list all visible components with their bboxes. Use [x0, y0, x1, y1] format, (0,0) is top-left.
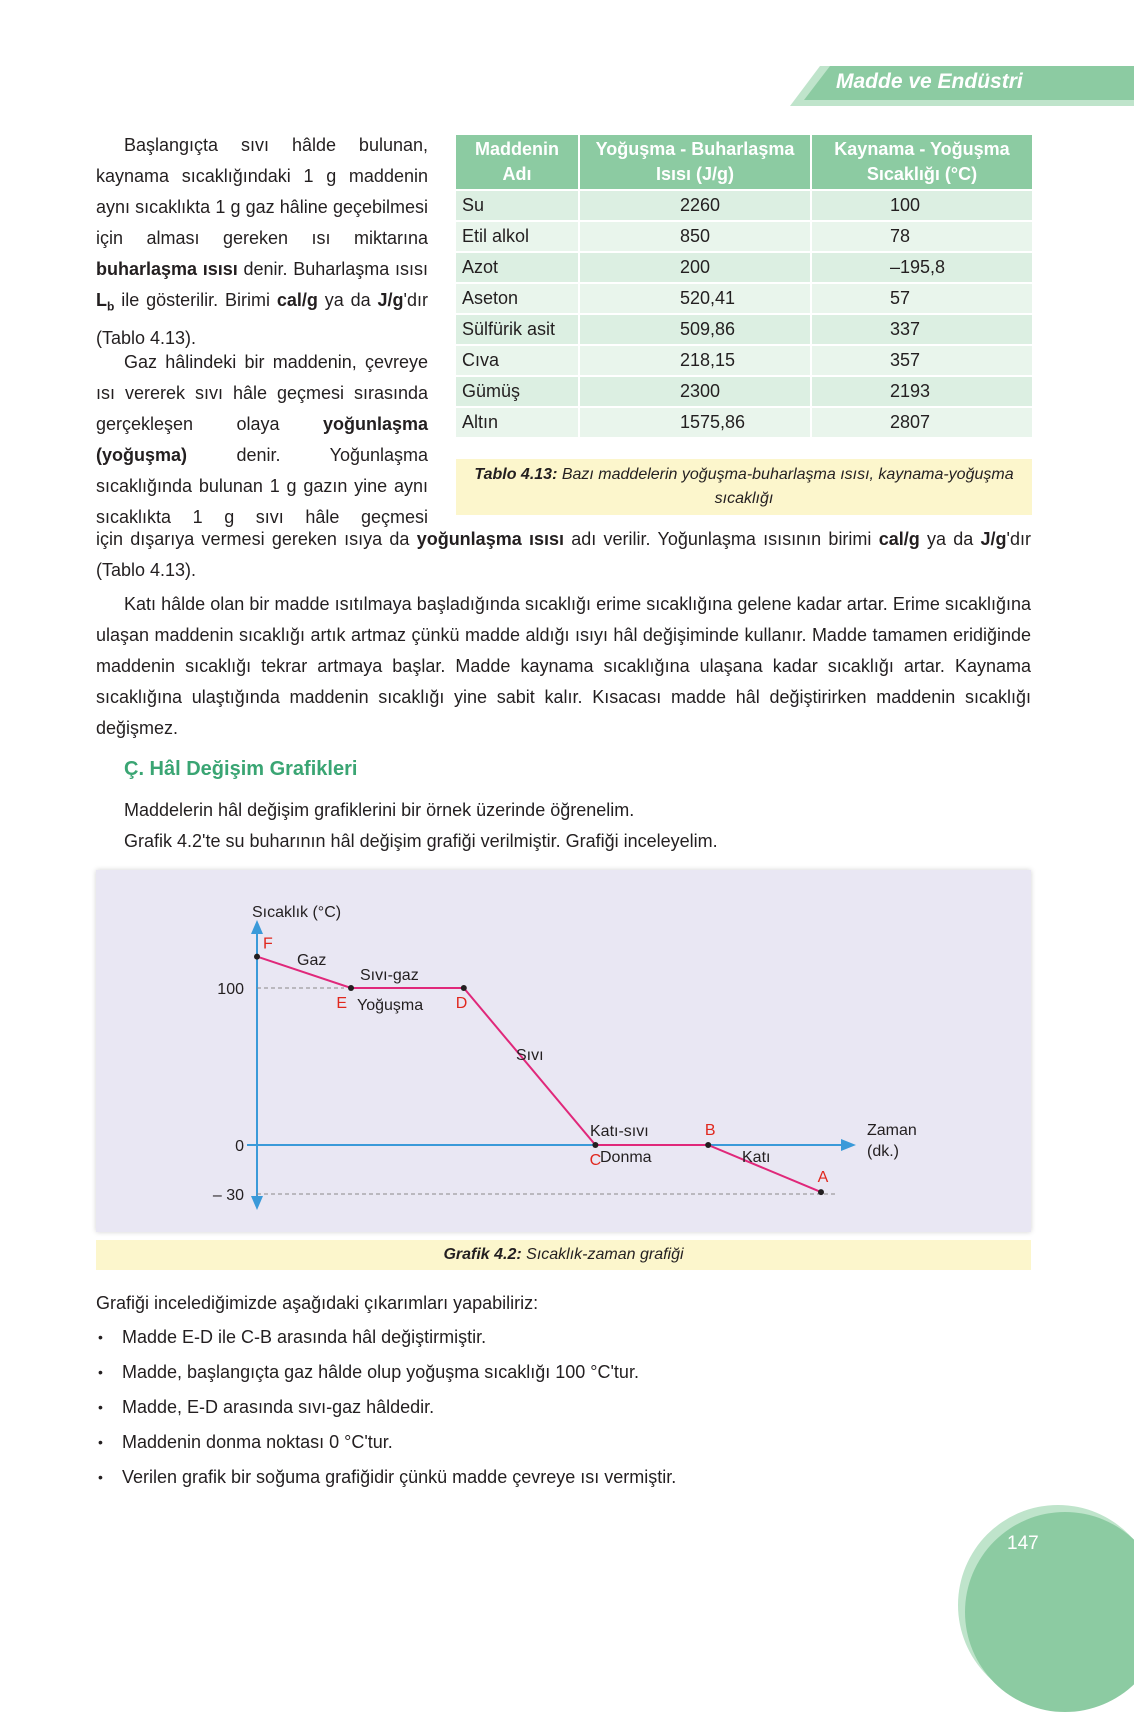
- y-axis-label: Sıcaklık (°C): [252, 904, 342, 921]
- point-label-f: F: [263, 935, 273, 953]
- table-row: Aseton 520,41 57: [456, 283, 1032, 314]
- data-point-d: [461, 985, 467, 991]
- segment-label-liquid-gas: Sıvı-gaz: [360, 967, 419, 984]
- table-row: Su 2260 100: [456, 190, 1032, 221]
- x-axis-label-line2: (dk.): [867, 1143, 899, 1160]
- data-point-b: [705, 1142, 711, 1148]
- table-caption: Tablo 4.13: Bazı maddelerin yoğuşma-buharlaşma ısısı, kaynama-yoğuşma sıcaklığı: [456, 459, 1032, 515]
- table-row: Altın 1575,86 2807: [456, 407, 1032, 437]
- table-row: Cıva 218,15 357: [456, 345, 1032, 376]
- section-heading: Ç. Hâl Değişim Grafikleri: [124, 758, 358, 780]
- section-line-2: Grafik 4.2'te su buharının hâl değişim grafiği verilmiştir. Grafiği inceleyelim.: [124, 831, 718, 851]
- table-header: Yoğuşma - Buharlaşma Isısı (J/g): [579, 135, 811, 190]
- heat-table: [456, 135, 1032, 437]
- table-row: Gümüş 2300 2193: [456, 376, 1032, 407]
- page-number: 147: [1007, 1533, 1039, 1554]
- x-axis-label-line1: Zaman: [867, 1122, 917, 1139]
- chart-caption: Grafik 4.2: Sıcaklık-zaman grafiği: [96, 1240, 1031, 1270]
- y-tick-label: – 30: [212, 1187, 244, 1204]
- y-tick-label: 0: [235, 1138, 244, 1155]
- data-point-a: [818, 1189, 824, 1195]
- list-item: • Madde, E-D arasında sıvı-gaz hâldedir.: [96, 1395, 676, 1430]
- table-header: Kaynama - Yoğuşma Sıcaklığı (°C): [811, 135, 1032, 190]
- list-item: • Maddenin donma noktası 0 °C'tur.: [96, 1430, 676, 1465]
- segment-label-freezing: Donma: [600, 1149, 652, 1166]
- paragraph-erime: Katı hâlde olan bir madde ısıtılmaya başladığında sıcaklığı erime sıcaklığına gelene kadar artar. Erime sıcaklığına ulaşan maddenin sıcaklığı artık artmaz çünkü madde aldığı ısıyı hâl değişiminde kullanır. Madde tamamen eridiğinde maddenin sıcaklığı tekrar artmaya başlar. Madde kaynama sıcaklığına ulaşana kadar sıcaklığı artar. Kaynama sıcaklığına ulaştığında maddenin sıcaklığı yine sabit kalır. Kısacası madde hâl değiştirirken maddenin sıcaklığı değişmez.: [96, 594, 1031, 738]
- table-row: Azot 200 –195,8: [456, 252, 1032, 283]
- y-axis-arrow-up: [251, 920, 263, 934]
- conclusions-list: [96, 1325, 676, 1500]
- chapter-title: Madde ve Endüstri: [836, 70, 1023, 93]
- y-axis-arrow-down: [251, 1196, 263, 1210]
- point-label-a: A: [817, 1169, 829, 1187]
- list-item: • Verilen grafik bir soğuma grafiğidir çünkü madde çevreye ısı vermiştir.: [96, 1465, 676, 1500]
- segment-label-solid: Katı: [742, 1149, 771, 1166]
- y-tick-label: 100: [217, 981, 244, 998]
- paragraph-yogunlasma-cont: için dışarıya vermesi gereken ısıya da yoğunlaşma ısısı adı verilir. Yoğunlaşma ısısının birimi cal/g ya da J/g'dır (Tablo 4.13).: [96, 529, 1031, 580]
- segment-label-condensation: Yoğuşma: [357, 997, 424, 1014]
- chart-svg: [96, 870, 1031, 1232]
- temperature-time-chart: [96, 870, 1031, 1232]
- x-axis-arrow: [841, 1139, 856, 1151]
- table-row: Etil alkol 850 78: [456, 221, 1032, 252]
- segment-label-liquid: Sıvı: [516, 1047, 544, 1064]
- data-point-f: [254, 954, 260, 960]
- paragraph-yogunlasma: Gaz hâlindeki bir maddenin, çevreye ısı vererek sıvı hâle geçmesi sırasında gerçekleşen olaya yoğunlaşma (yoğuşma) denir. Yoğunlaşma sıcaklığında bulunan 1 g gazın yine aynı sıcaklıkta 1 g sıvı hâle geçmesi: [96, 352, 428, 527]
- data-point-c: [592, 1142, 598, 1148]
- table-header: Maddenin Adı: [456, 135, 579, 190]
- point-label-e: E: [336, 995, 347, 1012]
- table-row: Sülfürik asit 509,86 337: [456, 314, 1032, 345]
- section-line-1: Maddelerin hâl değişim grafiklerini bir örnek üzerinde öğrenelim.: [124, 800, 635, 820]
- paragraph-buharlasma: Başlangıçta sıvı hâlde bulunan, kaynama sıcaklığındaki 1 g maddenin aynı sıcaklıkta 1 g gaz hâline geçebilmesi için alması gereken ısı miktarına buharlaşma ısısı denir. Buharlaşma ısısı $L_b$ ile gösterilir. Birimi cal/g ya da J/g'dır (Tablo 4.13).: [96, 135, 428, 348]
- data-point-e: [348, 985, 354, 991]
- list-item: • Madde, başlangıçta gaz hâlde olup yoğuşma sıcaklığı 100 °C'tur.: [96, 1360, 676, 1395]
- list-item: • Madde E-D ile C-B arasında hâl değiştirmiştir.: [96, 1325, 676, 1360]
- conclusions-intro: Grafiği incelediğimizde aşağıdaki çıkarımları yapabiliriz:: [96, 1293, 539, 1313]
- point-label-d: D: [455, 995, 468, 1012]
- point-label-b: B: [704, 1122, 716, 1139]
- series-line: [257, 957, 821, 1193]
- segment-label-solid-liquid: Katı-sıvı: [590, 1123, 649, 1140]
- segment-label-gas: Gaz: [297, 952, 327, 969]
- point-label-c: C: [589, 1152, 602, 1169]
